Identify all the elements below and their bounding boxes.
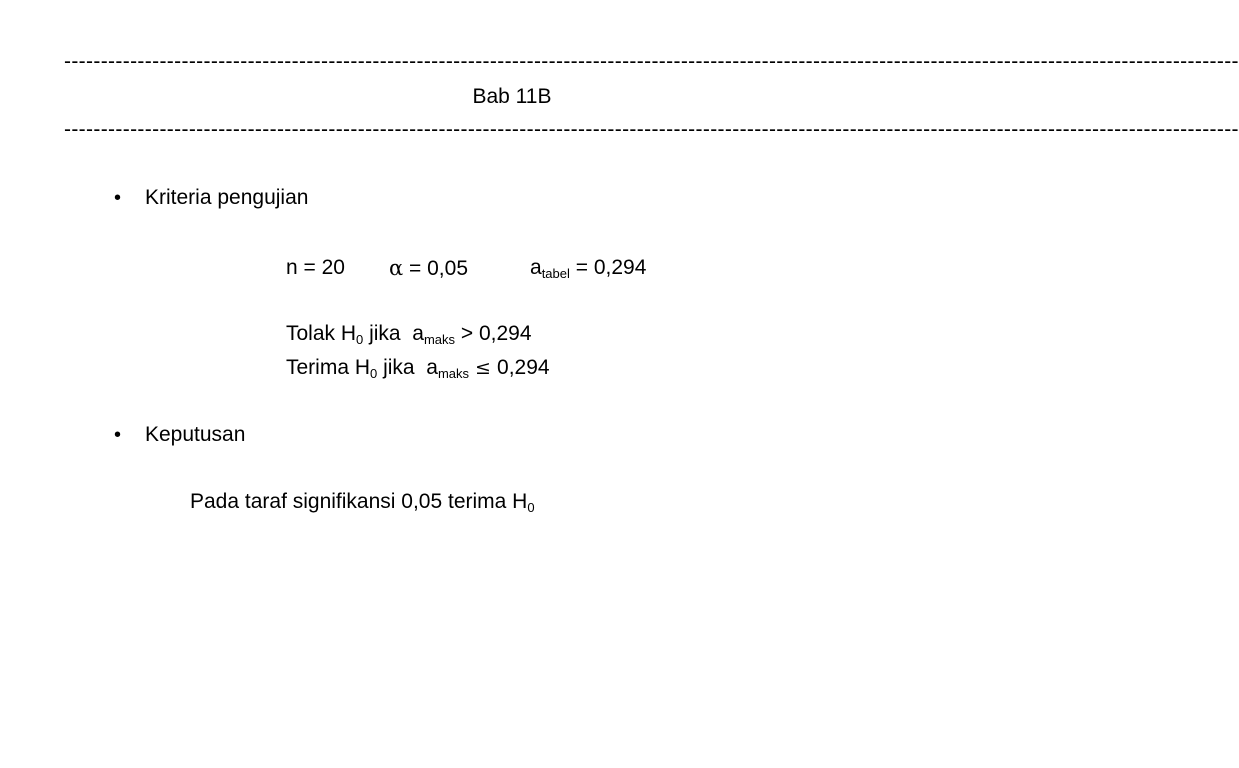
header-rule-top: ---------------------------------------------------------------------------------------------------------------------------------------------------------------- — [64, 50, 1239, 73]
rule-reject-mid: jika a — [363, 322, 424, 345]
rule-accept-mid: jika a — [377, 356, 438, 379]
bullet-icon: • — [114, 424, 122, 446]
rule-accept-prefix: Terima H — [286, 356, 371, 379]
rule-accept-value: 0,294 — [497, 356, 550, 379]
rule-reject — [286, 322, 532, 346]
page-title: Bab 11B — [472, 85, 552, 108]
decision-text — [190, 490, 535, 514]
rule-reject-prefix: Tolak H — [286, 322, 357, 345]
header-rule-bottom: ---------------------------------------------------------------------------------------------------------------------------------------------------------------- — [64, 118, 1239, 141]
a-tabel-value: = 0,294 — [575, 256, 647, 279]
rule-reject-a-sub: maks — [423, 332, 456, 347]
rule-accept-h-sub: 0 — [370, 366, 378, 381]
a-tabel-base: a — [530, 256, 542, 279]
alpha-value: = 0,05 — [409, 257, 469, 280]
decision-sub: 0 — [527, 500, 535, 515]
rule-accept — [286, 356, 550, 380]
rule-reject-h-sub: 0 — [356, 332, 364, 347]
rule-accept-op: ≤ — [469, 357, 498, 379]
rule-accept-a-sub: maks — [437, 366, 470, 381]
param-alpha — [389, 256, 468, 281]
section-heading-kriteria: Kriteria pengujian — [145, 186, 309, 209]
alpha-symbol: α — [389, 256, 404, 280]
bullet-icon: • — [114, 187, 122, 209]
a-tabel-sub: tabel — [541, 266, 570, 281]
decision-main: Pada taraf signifikansi 0,05 terima H — [190, 490, 528, 513]
param-n: n = 20 — [286, 256, 345, 279]
section-heading-keputusan: Keputusan — [145, 423, 246, 446]
rule-reject-op: > — [455, 322, 479, 345]
rule-reject-value: 0,294 — [478, 322, 532, 345]
param-a-tabel — [530, 256, 646, 280]
